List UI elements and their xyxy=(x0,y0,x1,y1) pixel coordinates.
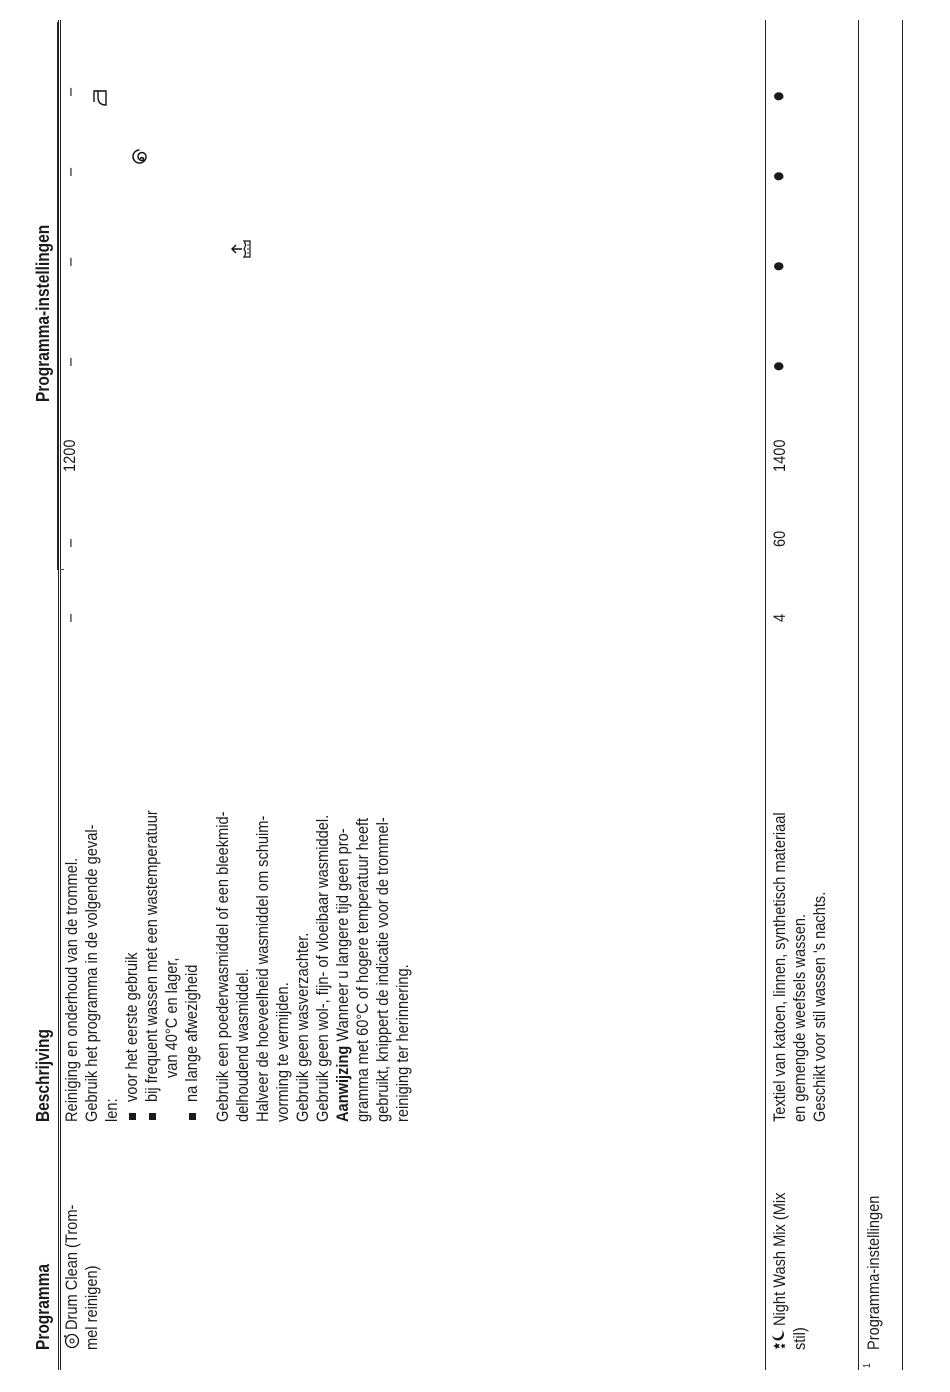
night-wash-setting-3: ● xyxy=(765,170,790,182)
drum-clean-desc-p6: Gebruik geen wol-, fijn- of vloeibaar wasmiddel. xyxy=(313,814,332,1122)
drum-clean-bullet-2b: van 40°C en lager, xyxy=(162,957,181,1078)
night-wash-name-2: stil) xyxy=(790,1327,809,1350)
drum-clean-load: – xyxy=(60,613,79,622)
night-wash-desc-3: Geschikt voor stil wassen 's nachts. xyxy=(810,891,829,1122)
note-label: Aanwijzing xyxy=(333,1045,352,1122)
row-rule xyxy=(765,20,766,1370)
drum-clean-desc-intro-1: Reiniging en onderhoud van de trommel. xyxy=(62,857,81,1122)
night-wash-setting-2: ● xyxy=(765,260,790,272)
drum-clean-setting-3: – xyxy=(60,167,79,176)
footer-rule xyxy=(902,20,903,1370)
drum-clean-desc-p3: Halveer de hoeveelheid wasmiddel om schuim- xyxy=(253,815,272,1122)
night-wash-setting-1: ● xyxy=(765,360,790,372)
header-programma: Programma xyxy=(33,1263,53,1350)
drum-clean-desc-p2: delhoudend wasmiddel. xyxy=(233,968,252,1122)
drum-clean-note-line-4: reiniging ter herinnering. xyxy=(393,964,412,1122)
drum-clean-bullet-3: na lange afwezigheid xyxy=(182,964,201,1102)
night-wash-desc-2: en gemengde weefsels wassen. xyxy=(790,913,809,1122)
night-wash-desc-1: Textiel van katoen, linnen, synthetisch materiaal xyxy=(770,812,789,1122)
drum-clean-temp: – xyxy=(60,538,79,547)
drum-clean-desc-p1: Gebruik een poederwasmiddel of een bleekmid- xyxy=(213,811,232,1122)
drum-clean-desc-p5: Gebruik geen wasverzachter. xyxy=(293,932,312,1122)
footnote-marker: 1 xyxy=(862,1363,873,1368)
drum-clean-bullet-1: voor het eerste gebruik xyxy=(122,952,141,1102)
night-wash-spin: 1400 xyxy=(770,439,789,472)
drum-clean-desc-intro-3: len: xyxy=(102,1098,121,1122)
header-programma-instellingen: Programma-instellingen xyxy=(33,224,53,402)
note-text-1: Wanneer u langere tijd geen pro- xyxy=(333,828,352,1046)
night-wash-load: 4 xyxy=(770,613,789,622)
drum-clean-note-line-3: gebruikt, knippert de indicatie voor de trommel- xyxy=(373,817,392,1122)
drum-clean-setting-4: – xyxy=(60,87,79,96)
drum-clean-desc-p4: vorming te vermijden. xyxy=(273,982,292,1122)
drum-clean-desc-intro-2: Gebruik het programma in de volgende geval- xyxy=(82,824,101,1122)
drum-clean-setting-1: – xyxy=(60,357,79,366)
drum-clean-name-2: mel reinigen) xyxy=(82,1265,101,1350)
header-beschrijving: Beschrijving xyxy=(33,1029,53,1122)
footnote-text: Programma-instellingen xyxy=(864,1195,883,1350)
drum-clean-setting-2: – xyxy=(60,257,79,266)
table-bottom-rule xyxy=(858,20,859,1370)
drum-clean-note-line-2: gramma met 60°C of hogere temperatuur heeft xyxy=(353,817,372,1122)
night-wash-setting-4: ● xyxy=(765,90,790,102)
night-wash-temp: 60 xyxy=(770,530,789,547)
drum-clean-spin: 1200 xyxy=(60,439,79,472)
night-wash-name-1: Night Wash Mix (Mix xyxy=(770,1192,789,1326)
drum-clean-bullet-2a: bij frequent wassen met een wastemperatuur xyxy=(142,810,161,1102)
drum-clean-name-1: Drum Clean (Trom- xyxy=(62,1204,81,1330)
